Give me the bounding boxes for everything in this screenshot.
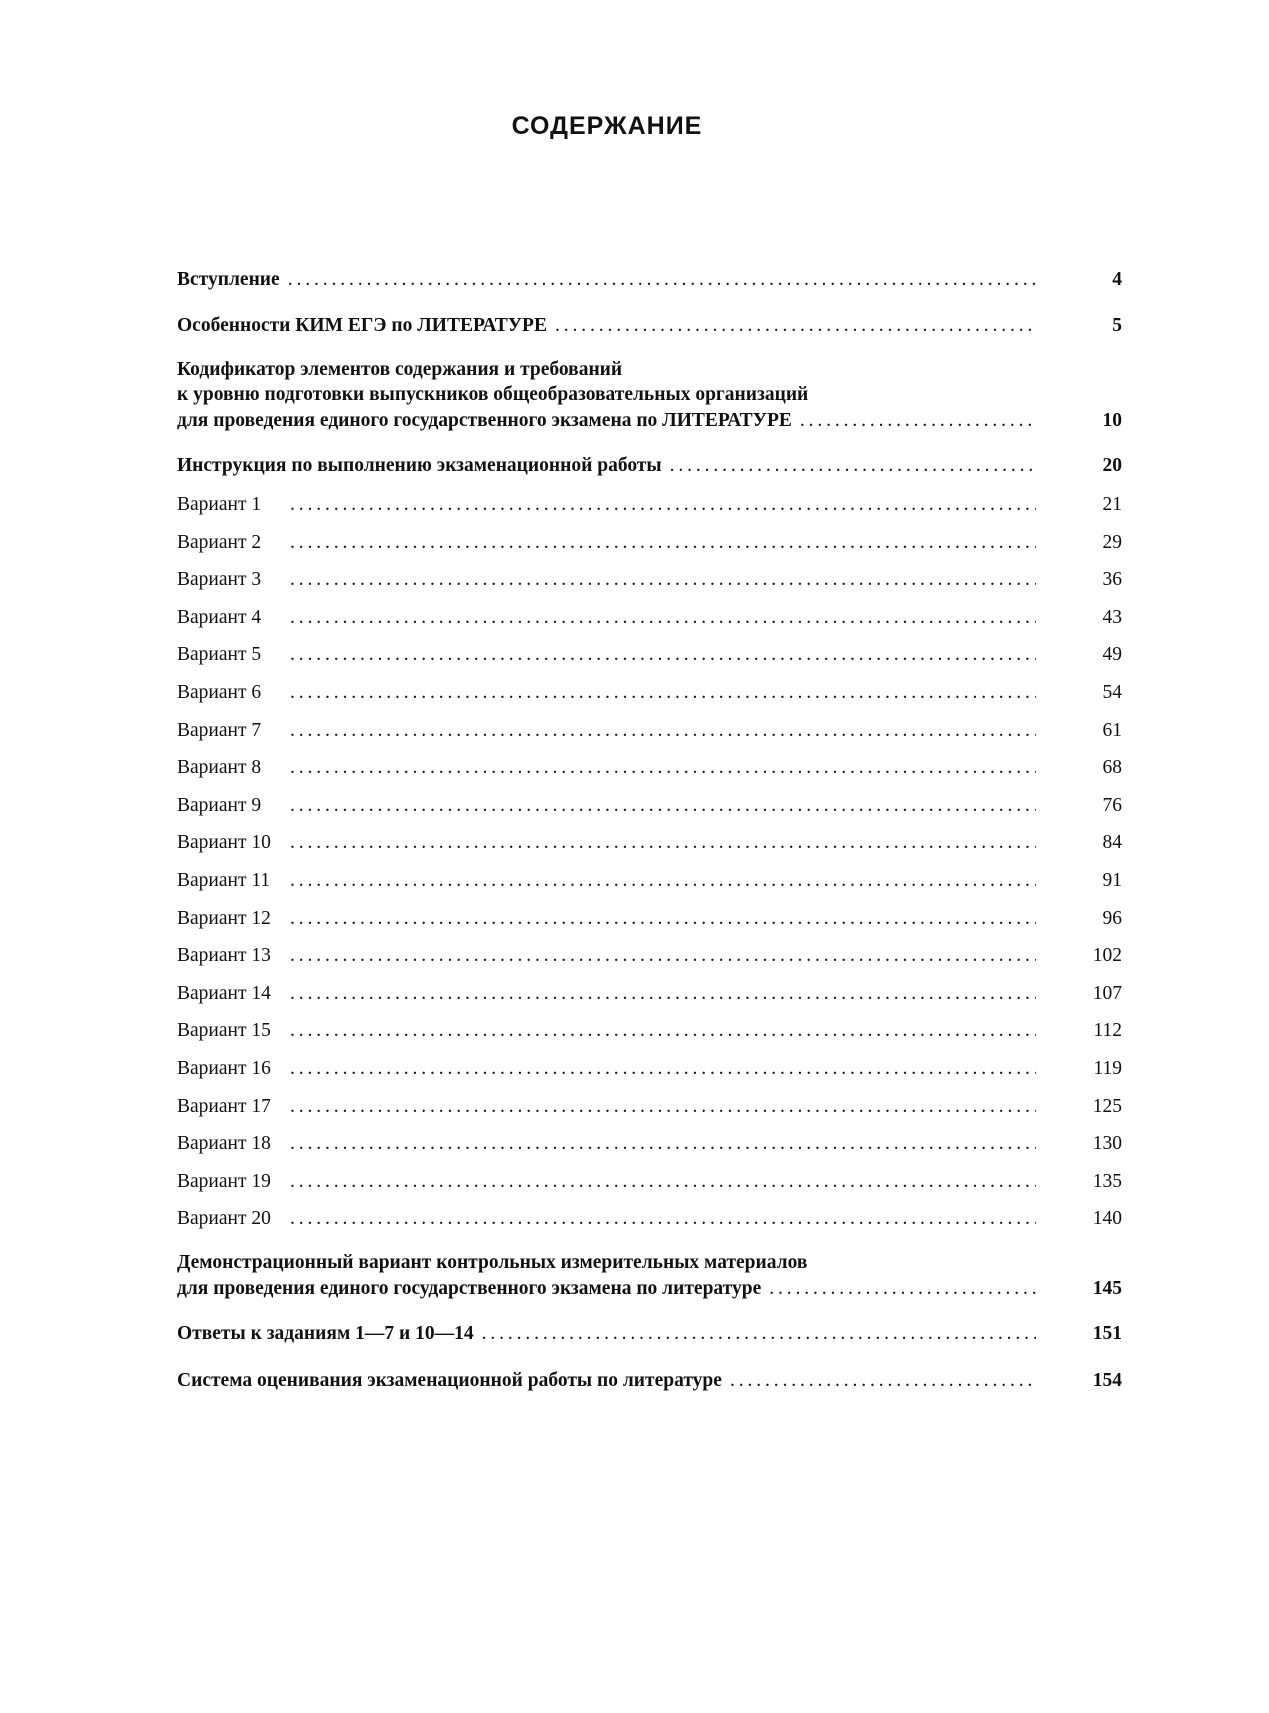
dot-leader bbox=[290, 868, 1036, 893]
dot-leader bbox=[730, 1368, 1036, 1393]
toc-entry-grading[interactable] bbox=[177, 1368, 1122, 1393]
dot-leader bbox=[670, 453, 1036, 478]
toc-page-number: 140 bbox=[1092, 1208, 1122, 1230]
dot-leader bbox=[290, 943, 1036, 968]
toc-entry-variant[interactable] bbox=[177, 868, 1122, 893]
dot-leader bbox=[290, 567, 1036, 592]
toc-entry-variant[interactable] bbox=[177, 1094, 1122, 1119]
toc-entry-variant[interactable] bbox=[177, 981, 1122, 1006]
dot-leader bbox=[290, 680, 1036, 705]
toc-label: для проведения единого государственного экзамена по литературе bbox=[177, 1278, 762, 1299]
toc-label: Вариант 8 bbox=[177, 757, 262, 779]
toc-label: Вариант 18 bbox=[177, 1133, 271, 1155]
toc-label: Вариант 17 bbox=[177, 1095, 271, 1117]
dot-leader bbox=[290, 906, 1036, 931]
toc-page-number: 96 bbox=[1102, 907, 1122, 929]
toc-label: Вариант 12 bbox=[177, 907, 271, 929]
toc-entry-answers[interactable] bbox=[177, 1321, 1122, 1346]
dot-leader bbox=[290, 492, 1036, 517]
toc-entry-variant[interactable] bbox=[177, 1056, 1122, 1081]
dot-leader bbox=[290, 530, 1036, 555]
toc-entry-variant[interactable] bbox=[177, 680, 1122, 705]
toc-label: Вариант 15 bbox=[177, 1020, 271, 1042]
dot-leader bbox=[290, 605, 1036, 630]
toc-label: Вариант 7 bbox=[177, 719, 262, 741]
toc-page-number: 107 bbox=[1092, 982, 1122, 1004]
toc-entry-variant[interactable] bbox=[177, 943, 1122, 968]
toc-entry-variant[interactable] bbox=[177, 1131, 1122, 1156]
toc-entry-variant[interactable] bbox=[177, 830, 1122, 855]
dot-leader bbox=[290, 642, 1036, 667]
toc-label: Вариант 11 bbox=[177, 870, 271, 891]
toc-page-number: 10 bbox=[1102, 410, 1122, 431]
toc-label: Система оценивания экзаменационной работы по литературе bbox=[177, 1370, 722, 1391]
toc-label: Вариант 3 bbox=[177, 569, 262, 591]
toc-page-number: 36 bbox=[1102, 569, 1122, 591]
toc-page-number: 91 bbox=[1102, 870, 1122, 891]
dot-leader bbox=[290, 793, 1036, 818]
toc-label-line: Демонстрационный вариант контрольных измерительных материалов bbox=[177, 1252, 808, 1273]
toc-page-number: 49 bbox=[1102, 644, 1122, 666]
toc-page-number: 112 bbox=[1093, 1020, 1122, 1042]
toc-page-number: 130 bbox=[1092, 1133, 1122, 1155]
toc-page-number: 145 bbox=[1092, 1278, 1122, 1299]
dot-leader bbox=[555, 313, 1036, 338]
dot-leader bbox=[290, 1206, 1036, 1231]
toc-page-number: 43 bbox=[1102, 606, 1122, 628]
toc-page-number: 154 bbox=[1092, 1370, 1122, 1391]
toc-entry-intro[interactable] bbox=[177, 267, 1122, 292]
toc-entry-features[interactable] bbox=[177, 313, 1122, 338]
toc-entry-variant[interactable] bbox=[177, 906, 1122, 931]
dot-leader bbox=[482, 1321, 1036, 1346]
toc-label: Вариант 6 bbox=[177, 682, 262, 703]
toc-label: Вариант 19 bbox=[177, 1170, 271, 1192]
toc-entry-variant[interactable] bbox=[177, 567, 1122, 592]
toc-page-number: 102 bbox=[1092, 945, 1122, 967]
dot-leader bbox=[290, 1018, 1036, 1043]
toc-label-line: к уровню подготовки выпускников общеобразовательных организаций bbox=[177, 384, 809, 405]
page-title: СОДЕРЖАНИЕ bbox=[511, 112, 703, 140]
toc-page-number: 4 bbox=[1112, 269, 1122, 290]
toc-page-number: 119 bbox=[1093, 1058, 1122, 1079]
toc-page-number: 76 bbox=[1102, 794, 1122, 816]
toc-label: для проведения единого государственного экзамена по ЛИТЕРАТУРЕ bbox=[177, 410, 792, 431]
toc-page-number: 151 bbox=[1092, 1323, 1122, 1344]
toc-entry-variant[interactable] bbox=[177, 642, 1122, 667]
toc-label: Вариант 1 bbox=[177, 494, 262, 515]
dot-leader bbox=[800, 408, 1036, 433]
toc-entry-codifier[interactable] bbox=[177, 408, 1122, 433]
toc-page-number: 54 bbox=[1102, 682, 1122, 703]
dot-leader bbox=[290, 1056, 1036, 1081]
dot-leader bbox=[290, 1131, 1036, 1156]
toc-entry-instructions[interactable] bbox=[177, 453, 1122, 478]
dot-leader bbox=[290, 830, 1036, 855]
toc-label: Вариант 4 bbox=[177, 606, 262, 628]
toc-page-number: 84 bbox=[1102, 832, 1122, 854]
toc-page-number: 61 bbox=[1102, 719, 1122, 741]
toc-label: Вариант 10 bbox=[177, 832, 271, 854]
dot-leader bbox=[290, 1169, 1036, 1194]
toc-entry-demo[interactable] bbox=[177, 1276, 1122, 1301]
toc-page-number: 135 bbox=[1092, 1170, 1122, 1192]
dot-leader bbox=[290, 755, 1036, 780]
toc-label: Особенности КИМ ЕГЭ по ЛИТЕРАТУРЕ bbox=[177, 315, 547, 336]
dot-leader bbox=[769, 1276, 1036, 1301]
toc-entry-variant[interactable] bbox=[177, 1169, 1122, 1194]
toc-page-number: 20 bbox=[1102, 455, 1122, 476]
toc-page-number: 125 bbox=[1092, 1095, 1122, 1117]
dot-leader bbox=[288, 267, 1036, 292]
toc-label: Вариант 16 bbox=[177, 1058, 271, 1079]
toc-entry-variant[interactable] bbox=[177, 492, 1122, 517]
toc-page-number: 68 bbox=[1102, 757, 1122, 779]
toc-entry-variant[interactable] bbox=[177, 1206, 1122, 1231]
toc-entry-variant[interactable] bbox=[177, 1018, 1122, 1043]
toc-label: Вариант 2 bbox=[177, 531, 262, 553]
toc-entry-variant[interactable] bbox=[177, 793, 1122, 818]
dot-leader bbox=[290, 1094, 1036, 1119]
toc-label-line: Кодификатор элементов содержания и требований bbox=[177, 359, 623, 380]
toc-page-number: 5 bbox=[1112, 315, 1122, 336]
toc-label: Вариант 13 bbox=[177, 945, 271, 967]
toc-label: Вступление bbox=[177, 269, 280, 290]
toc-label: Вариант 20 bbox=[177, 1208, 271, 1230]
toc-entry-variant[interactable] bbox=[177, 605, 1122, 630]
dot-leader bbox=[290, 981, 1036, 1006]
dot-leader bbox=[290, 718, 1036, 743]
toc-page-number: 21 bbox=[1102, 494, 1122, 515]
toc-label: Вариант 14 bbox=[177, 982, 271, 1004]
toc-label: Вариант 9 bbox=[177, 794, 262, 816]
toc-entry-variant[interactable] bbox=[177, 718, 1122, 743]
toc-label: Ответы к заданиям 1—7 и 10—14 bbox=[177, 1323, 474, 1344]
toc-label: Вариант 5 bbox=[177, 644, 262, 666]
toc-label: Инструкция по выполнению экзаменационной работы bbox=[177, 455, 662, 476]
toc-entry-variant[interactable] bbox=[177, 530, 1122, 555]
toc-page-number: 29 bbox=[1102, 531, 1122, 553]
toc-entry-variant[interactable] bbox=[177, 755, 1122, 780]
